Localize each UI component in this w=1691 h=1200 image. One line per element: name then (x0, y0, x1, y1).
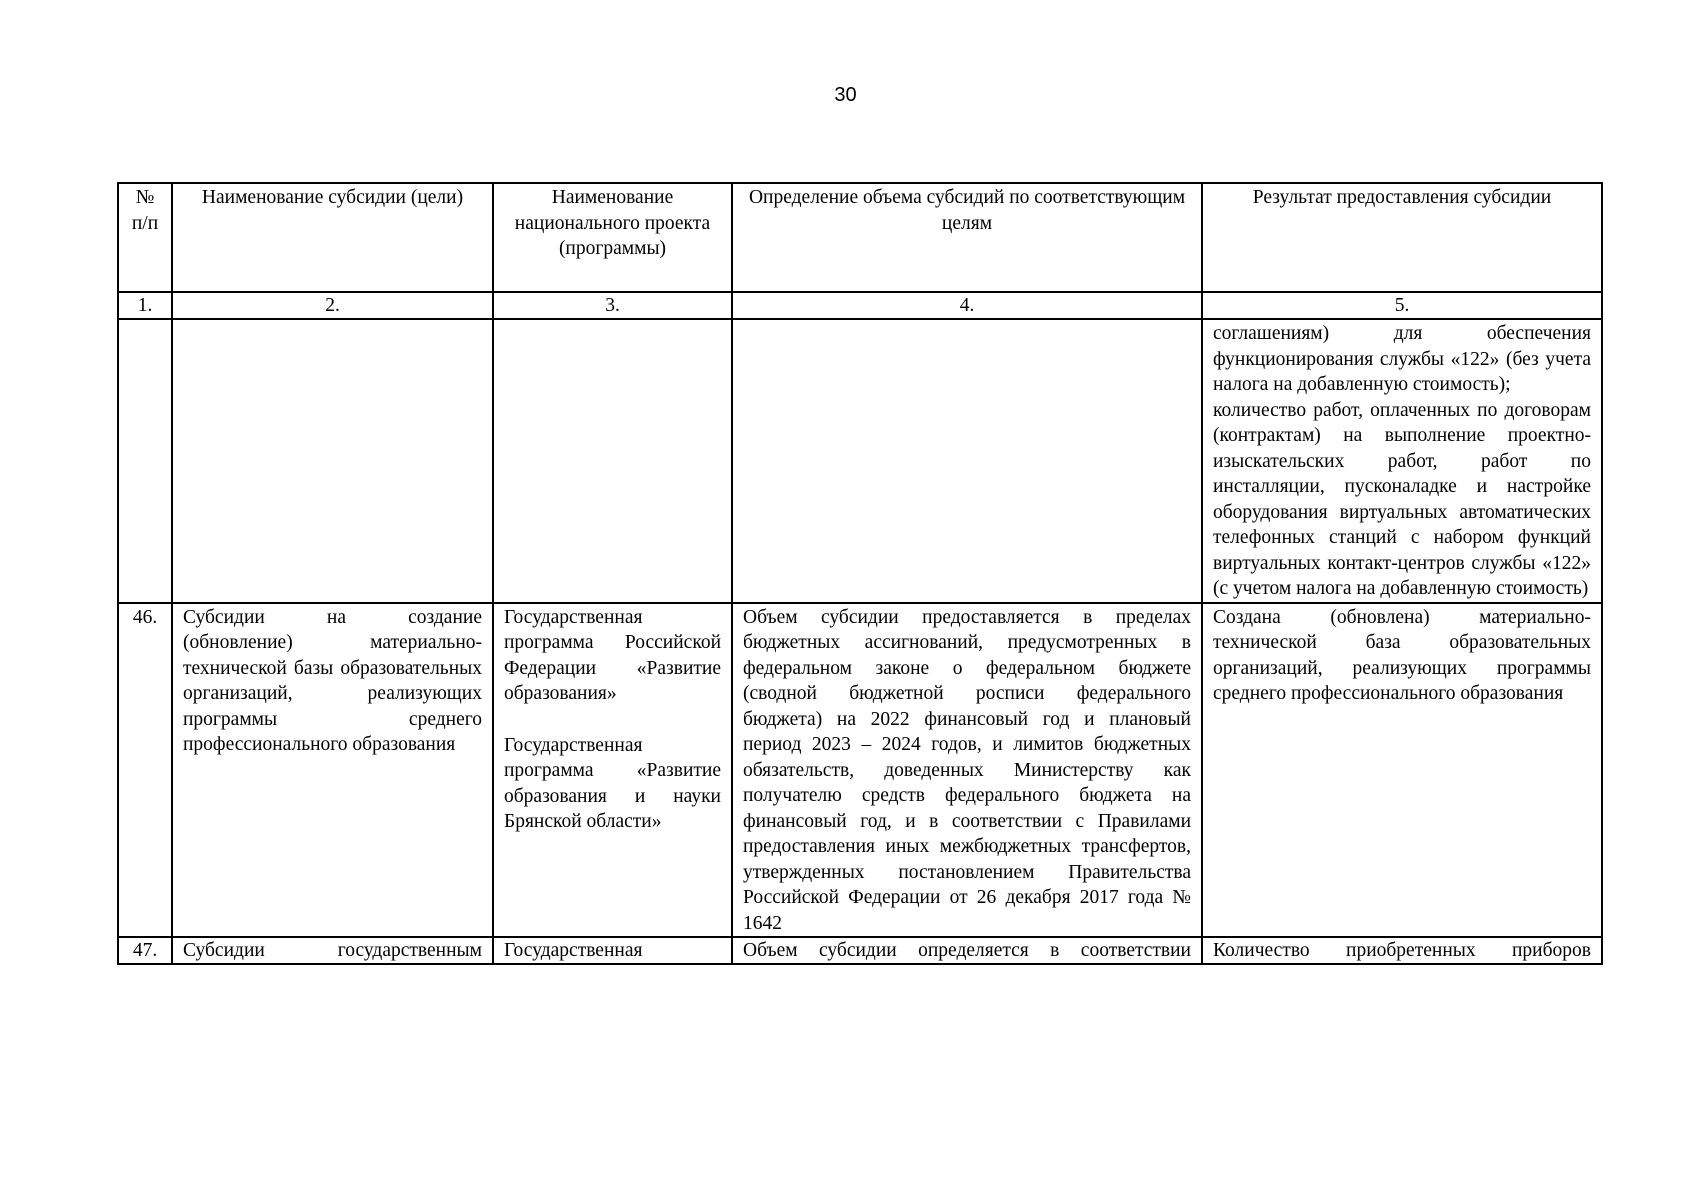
volume-definition (732, 937, 1202, 964)
row-number: 46. (118, 603, 172, 938)
subsidies-table (117, 182, 1603, 965)
subsidy-name (172, 937, 493, 964)
table-header-row (118, 183, 1602, 292)
subsidy-name (172, 319, 493, 603)
result-paragraph: Создана (обновлена) материально-технической база образовательных организаций, реализующих программы среднего профессионального образования (1213, 606, 1591, 704)
subsidy-result (1202, 937, 1602, 964)
subsidy-result (1202, 603, 1602, 938)
national-project (493, 319, 732, 603)
national-project (493, 937, 732, 964)
column-number: 4. (732, 292, 1202, 319)
volume-definition-text: Объем субсидии определяется в соответствии (743, 940, 1191, 961)
column-number: 2. (172, 292, 493, 319)
column-number: 1. (118, 292, 172, 319)
table-row (118, 937, 1602, 964)
row-number (118, 319, 172, 603)
header-subsidy-name: Наименование субсидии (цели) (172, 183, 493, 292)
header-number: № п/п (118, 183, 172, 292)
result-paragraph: количество работ, оплаченных по договорам (контрактам) на выполнение проектно-изыскательских работ, работ по инсталляции, пусконаладке и настройке оборудования виртуальных автоматических телефонных станций с набором функций виртуальных контакт-центров службы «122» (с учетом налога на добавленную стоимость) (1213, 399, 1591, 599)
program-paragraph: Государственная (504, 940, 643, 961)
column-number: 5. (1202, 292, 1602, 319)
paragraph-gap (504, 707, 721, 733)
program-paragraph: Государственная программа Российской Федерации «Развитие образования» (504, 606, 721, 704)
national-project (493, 603, 732, 938)
volume-definition (732, 319, 1202, 603)
volume-definition: Объем субсидии предоставляется в пределах бюджетных ассигнований, предусмотренных в федеральном законе о федеральном бюджете (сводной бюджетной росписи федерального бюджета) на 2022 финансовый год и плановый период 2023 – 2024 годов, и лимитов бюджетных обязательств, доведенных Министерству как получателю средств федерального бюджета на финансовый год, и в соответствии с Правилами предоставления иных межбюджетных трансфертов, утвержденных постановлением Правительства Российской Федерации от 26 декабря 2017 года № 1642 (732, 603, 1202, 938)
result-paragraph: соглашениям) для обеспечения функционирования службы «122» (без учета налога на добавленную стоимость); (1213, 323, 1591, 395)
header-volume-definition: Определение объема субсидий по соответствующим целям (732, 183, 1202, 292)
subsidy-result (1202, 319, 1602, 603)
column-numbers-row (118, 292, 1602, 319)
table-row (118, 603, 1602, 938)
column-number: 3. (493, 292, 732, 319)
subsidy-name-text: Субсидии государственным (183, 940, 482, 961)
page-number: 30 (834, 84, 857, 106)
result-paragraph: Количество приобретенных приборов (1213, 940, 1591, 961)
table-row (118, 319, 1602, 603)
program-paragraph: Государственная программа «Развитие образования и науки Брянской области» (504, 734, 721, 832)
subsidy-name: Субсидии на создание (обновление) материально-технической базы образовательных организаций, реализующих программы среднего профессионального образования (172, 603, 493, 938)
header-result: Результат предоставления субсидии (1202, 183, 1602, 292)
row-number: 47. (118, 937, 172, 964)
header-national-project: Наименование национального проекта (программы) (493, 183, 732, 292)
